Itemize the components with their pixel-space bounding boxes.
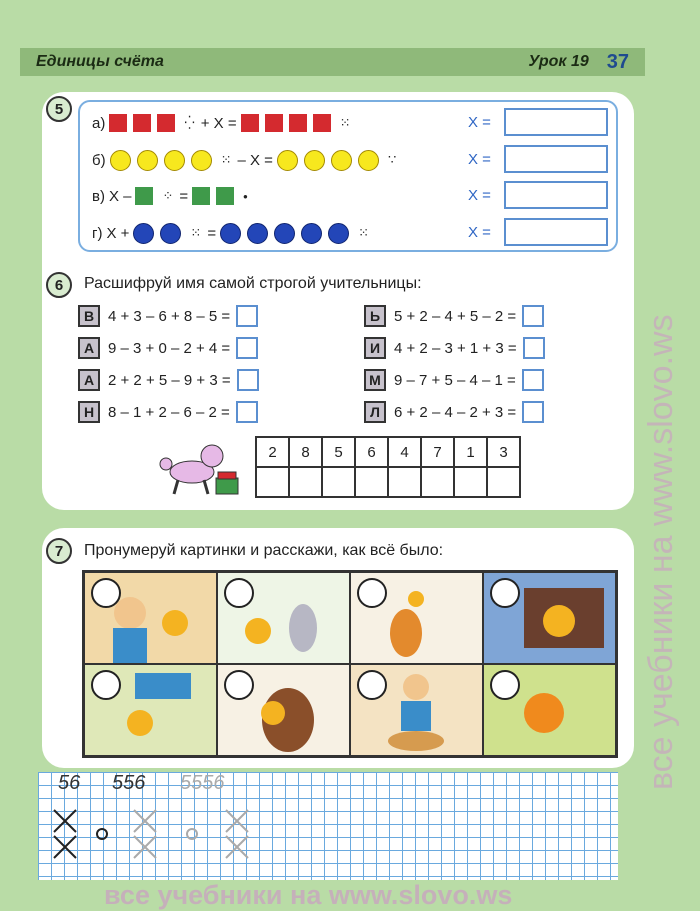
number-circle[interactable] [490, 670, 520, 700]
operator-pre: Х – [108, 187, 132, 205]
row-label: б) [92, 151, 106, 169]
task-number-6: 6 [46, 272, 72, 298]
answer-label-b: Х = [468, 151, 491, 168]
answer-box-a[interactable] [504, 108, 608, 136]
story-pictures-grid [82, 570, 618, 758]
answer-box-c[interactable] [504, 181, 608, 209]
answer-cell[interactable] [522, 305, 544, 327]
answer-cell[interactable] [236, 337, 258, 359]
row-label: в) [92, 187, 105, 205]
equation-row: И 4 + 2 – 3 + 1 + 3 = [364, 336, 545, 360]
answer-cell[interactable] [236, 401, 258, 423]
task5-row-d [92, 218, 371, 248]
story-picture [84, 664, 217, 756]
answer-label-c: Х = [468, 187, 491, 204]
task-number-7: 7 [46, 538, 72, 564]
digit-trace: 5556 [180, 772, 225, 794]
watermark-side: все учебники на www.slovo.ws [642, 314, 680, 790]
code-letters-row [256, 467, 520, 497]
task5-row-a [92, 108, 352, 138]
story-picture [217, 572, 350, 664]
story-picture [483, 572, 616, 664]
equation-row: А 9 – 3 + 0 – 2 + 4 = [78, 336, 258, 360]
answer-cell[interactable] [236, 305, 258, 327]
story-picture [350, 572, 483, 664]
dots-icon: ⁙ [190, 225, 201, 240]
answer-cell[interactable] [522, 401, 544, 423]
story-picture [483, 664, 616, 756]
answer-cell[interactable] [237, 369, 259, 391]
dots-icon: • [243, 188, 247, 204]
equation-row: Ь 5 + 2 – 4 + 5 – 2 = [364, 304, 544, 328]
page-header [20, 48, 645, 76]
operator-pre: Х + [106, 224, 130, 242]
answer-label-d: Х = [468, 224, 491, 241]
row-label: а) [92, 114, 106, 132]
operator: = [207, 224, 217, 242]
lesson-label: Урок 19 [528, 53, 589, 70]
equation-row: Н 8 – 1 + 2 – 6 – 2 = [78, 400, 258, 424]
answer-label-a: Х = [468, 114, 491, 131]
task5-row-c [92, 181, 250, 211]
equation-row: М 9 – 7 + 5 – 4 – 1 = [364, 368, 544, 392]
digit-sample: 56 [58, 772, 81, 794]
watermark-bottom: все учебники на www.slovo.ws [104, 880, 513, 910]
number-circle[interactable] [357, 578, 387, 608]
equation-row: А 2 + 2 + 5 – 9 + 3 = [78, 368, 259, 392]
answer-box-b[interactable] [504, 145, 608, 173]
page-number: 37 [606, 50, 629, 73]
equation-row: Л 6 + 2 – 4 – 2 + 3 = [364, 400, 544, 424]
answer-cell[interactable] [522, 369, 544, 391]
task-number-5: 5 [46, 96, 72, 122]
row-label: г) [92, 224, 103, 242]
section-title: Единицы счёта [36, 53, 164, 70]
digit-sample: 556 [112, 772, 146, 794]
dots-icon: ∵ [387, 152, 396, 167]
number-circle[interactable] [357, 670, 387, 700]
dots-icon: ⁘ [162, 188, 173, 203]
number-circle[interactable] [224, 670, 254, 700]
task7-title: Пронумеруй картинки и расскажи, как всё было: [84, 542, 444, 559]
dots-icon: ⁙ [339, 115, 350, 130]
dots-icon: ⁛ [184, 115, 194, 130]
number-circle[interactable] [490, 578, 520, 608]
operator: = [179, 187, 189, 205]
number-circle[interactable] [91, 578, 121, 608]
story-picture [84, 572, 217, 664]
dots-icon: ⁙ [220, 152, 231, 167]
cross-pattern [50, 806, 270, 876]
equation-row: В 4 + 3 – 6 + 8 – 5 = [78, 304, 258, 328]
task5-row-b [92, 145, 398, 175]
code-table [255, 436, 521, 498]
number-circle[interactable] [224, 578, 254, 608]
story-picture [350, 664, 483, 756]
answer-box-d[interactable] [504, 218, 608, 246]
task6-title: Расшифруй имя самой строгой учительницы: [84, 275, 422, 292]
code-numbers-row: 2 8 5 6 4 7 1 3 [256, 437, 520, 467]
story-picture [217, 664, 350, 756]
operator: + Х = [200, 114, 237, 132]
number-circle[interactable] [91, 670, 121, 700]
dots-icon: ⁙ [358, 225, 368, 240]
operator: – Х = [237, 151, 273, 169]
poodle-illustration [152, 434, 242, 500]
answer-cell[interactable] [523, 337, 545, 359]
